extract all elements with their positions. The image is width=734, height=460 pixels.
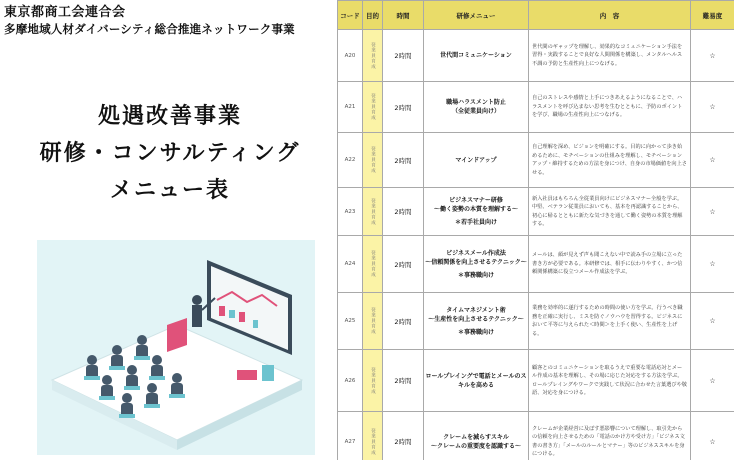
training-menu-table xyxy=(337,0,734,460)
row-menu-title: ロールプレイングで電話とメールのスキルを高める xyxy=(425,372,527,389)
row-menu xyxy=(424,236,529,293)
row-menu xyxy=(424,133,529,188)
row-purpose-text: 従業員育成 xyxy=(370,366,376,395)
row-content: 新入社員はもちろん全従業員向けにビジネスマナー全般を学ぶ。中堅、ベテラン従業員においても、基本を再認識することから、初心に帰るとともに新たな気づきを通して働く姿勢の本質を理解する。 xyxy=(529,188,691,236)
row-purpose-text: 従業員育成 xyxy=(370,41,376,70)
row-menu xyxy=(424,188,529,236)
header-purpose: 目的 xyxy=(363,1,383,30)
row-difficulty: ☆ xyxy=(691,133,734,188)
row-difficulty: ☆ xyxy=(691,82,734,133)
row-menu xyxy=(424,82,529,133)
table-row xyxy=(338,82,734,133)
row-code: A25 xyxy=(338,293,363,350)
row-time: 2時間 xyxy=(383,30,424,82)
row-difficulty: ☆ xyxy=(691,293,734,350)
row-purpose-text: 従業員育成 xyxy=(370,146,376,174)
organization-name: 東京都商工会連合会 xyxy=(4,5,126,20)
row-menu-title: マインドアップ xyxy=(455,156,497,164)
row-purpose xyxy=(363,412,383,460)
row-code: A27 xyxy=(338,412,363,460)
row-time: 2時間 xyxy=(383,188,424,236)
row-code: A21 xyxy=(338,82,363,133)
row-menu-title: クレームを減らすスキル ～クレームの重要度を認識する～ xyxy=(430,433,521,450)
row-code: A26 xyxy=(338,350,363,412)
row-difficulty: ☆ xyxy=(691,412,734,460)
row-menu-target: ＊事務職向け xyxy=(457,271,494,279)
row-content: クレームが企業経営に及ぼす悪影響について理解し、取引先からの信頼を向上させるための「電話のかけ方や受け方」「ビジネス文書の書き方」「メールのルールとマナー」等のビジネススキルを身につける。 xyxy=(529,412,691,460)
row-time: 2時間 xyxy=(383,133,424,188)
row-purpose-text: 従業員育成 xyxy=(370,427,376,456)
row-content: 世代間のギャップを理解し、効果的なコミュニケーション手法を習得・実践することで良好な人間関係を構築し、メンタルヘルス不調の予防と生産性向上につなげる。 xyxy=(529,30,691,82)
row-menu-title: ビジネスマナー研修 ～働く姿勢の本質を理解する～ xyxy=(433,197,518,213)
row-purpose xyxy=(363,30,383,82)
row-menu xyxy=(424,350,529,412)
row-purpose-text: 従業員育成 xyxy=(370,307,376,335)
row-time: 2時間 xyxy=(383,82,424,133)
seminar-scene-image xyxy=(37,240,315,455)
row-purpose xyxy=(363,350,383,412)
header-difficulty: 難易度 xyxy=(691,1,734,30)
row-purpose xyxy=(363,188,383,236)
title-line-2: 研修・コンサルティング xyxy=(39,141,301,166)
table-row xyxy=(338,188,734,236)
row-menu-title: 世代間コミュニケーション xyxy=(440,52,512,59)
row-difficulty: ☆ xyxy=(691,350,734,412)
row-purpose xyxy=(363,133,383,188)
row-content: 業務を効率的に遂行するための時間の使い方を学ぶ。行うべき職務を正確に実行し、ミスを防ぐノウハウを習得する。ビジネスにおいて平等に与えられた＜時間＞を上手く使い、生産性を上げる。 xyxy=(529,293,691,350)
seminar-illustration xyxy=(37,240,315,455)
row-menu xyxy=(424,30,529,82)
project-name: 多摩地域人材ダイバーシティ総合推進ネットワーク事業 xyxy=(4,22,295,36)
row-menu-title: 職場ハラスメント防止 （全従業員向け） xyxy=(446,99,506,115)
document-title xyxy=(30,98,310,209)
table-row xyxy=(338,412,734,460)
row-purpose xyxy=(363,293,383,350)
row-time: 2時間 xyxy=(383,293,424,350)
row-menu xyxy=(424,293,529,350)
row-time: 2時間 xyxy=(383,350,424,412)
header-content: 内 容 xyxy=(529,1,691,30)
row-code: A23 xyxy=(338,188,363,236)
row-difficulty: ☆ xyxy=(691,188,734,236)
row-content: 顧客とのコミュニケーションを取るうえで重要な電話応対とメール作成の基本を理解し、その場に応じた対応をする方法を学ぶ。ロールプレイングやワークで実践して状況に合わせた言葉選びや敬語、対応を身につける。 xyxy=(529,350,691,412)
row-code: A20 xyxy=(338,30,363,82)
row-difficulty: ☆ xyxy=(691,30,734,82)
header-menu: 研修メニュー xyxy=(424,1,529,30)
row-content: メールは、顔が見えず声も聞こえない中で読み手の立場に立った書き方が必要である。本研修では、相手に伝わりやすく、かつ信頼関係構築に役立つメール作成法を学ぶ。 xyxy=(529,236,691,293)
header-time: 時間 xyxy=(383,1,424,30)
row-purpose-text: 従業員育成 xyxy=(370,93,376,121)
title-line-1: 処遇改善事業 xyxy=(97,104,242,129)
table-row xyxy=(338,133,734,188)
row-purpose xyxy=(363,236,383,293)
row-purpose-text: 従業員育成 xyxy=(370,197,376,226)
row-menu-target: ＊若手社員向け xyxy=(454,219,497,226)
row-code: A22 xyxy=(338,133,363,188)
row-time: 2時間 xyxy=(383,412,424,460)
table-header-row xyxy=(338,1,734,30)
title-line-3: メニュー表 xyxy=(109,178,230,203)
header-code: コード xyxy=(338,1,363,30)
table-row xyxy=(338,30,734,82)
row-menu-target: ＊事務職向け xyxy=(457,328,494,336)
row-purpose-text: 従業員育成 xyxy=(370,250,376,278)
row-purpose xyxy=(363,82,383,133)
row-difficulty: ☆ xyxy=(691,236,734,293)
row-content: 自己のストレスや感情と上手につきあえるようになることで、ハラスメントを呼び込まない思考を生むとともに、予防のポイントを学び、職場の生産性向上につなげる。 xyxy=(529,82,691,133)
row-code: A24 xyxy=(338,236,363,293)
table-row xyxy=(338,350,734,412)
row-content: 自己理解を深め、ビジョンを明確にする。目的に向かって歩き始めるために、モチベーションの仕組みを理解し、モチベーションアップ・維持するための方法を身につけ、自身の市場価値を向上させる。 xyxy=(529,133,691,188)
table-row xyxy=(338,293,734,350)
row-menu-title: タイムマネジメント術 ～生産性を向上させるテクニック～ xyxy=(428,306,524,323)
table-row xyxy=(338,236,734,293)
row-menu-title: ビジネスメール作成法 ～信頼関係を向上させるテクニック～ xyxy=(425,249,527,266)
organization-header xyxy=(4,4,295,38)
row-time: 2時間 xyxy=(383,236,424,293)
row-menu xyxy=(424,412,529,460)
